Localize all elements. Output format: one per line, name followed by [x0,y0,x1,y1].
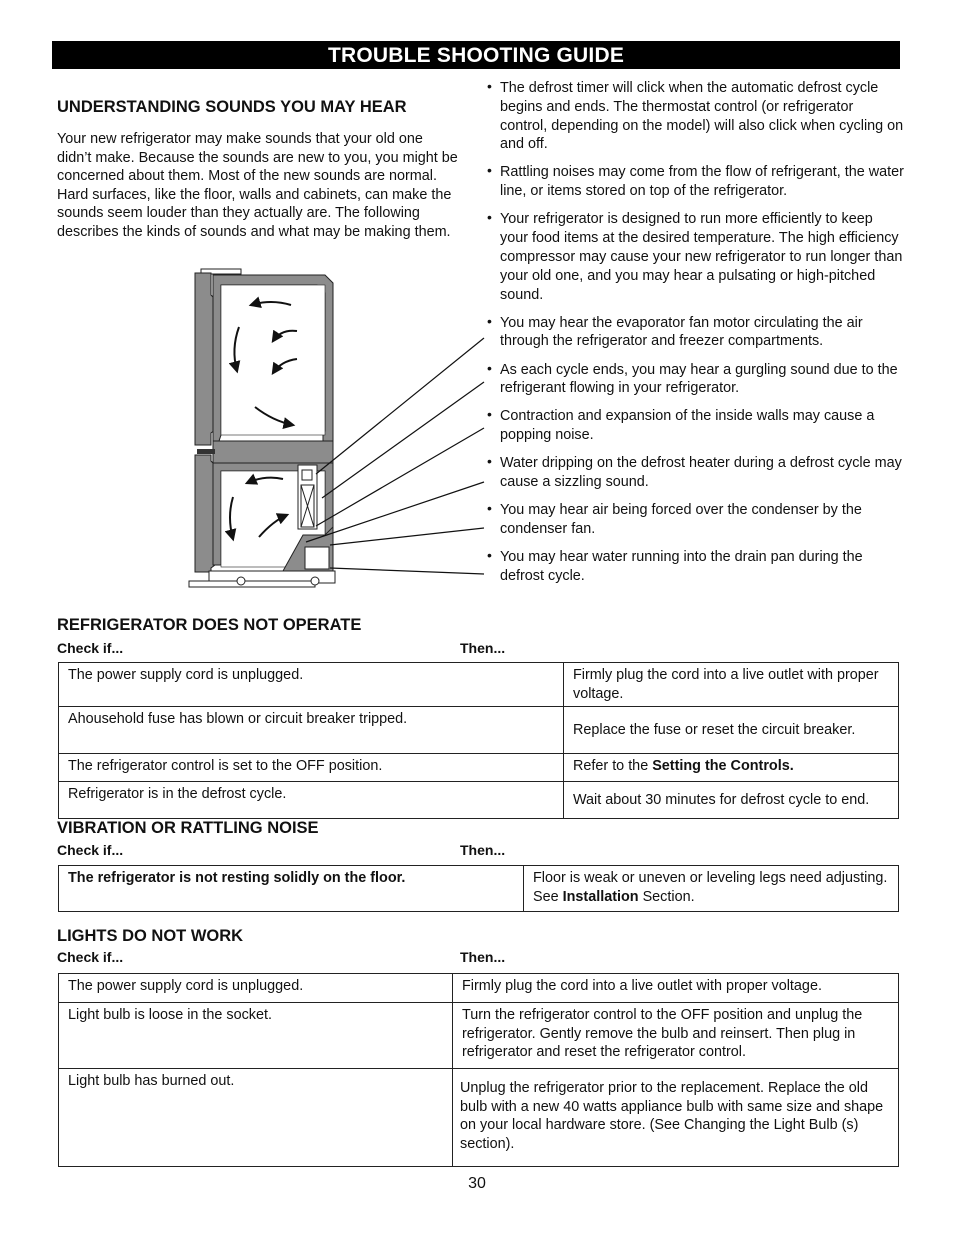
refrigerator-diagram [185,265,345,595]
check-cell: The refrigerator control is set to the OFF position. [59,754,564,782]
bullet-icon: • [487,162,492,179]
leader-line [330,528,484,545]
bullet-icon: • [487,78,492,94]
list-item: • Your refrigerator is designed to run more efficiently to keep your food items at the desired temperature. The high efficiency compressor may cause your new refrigerator to run longer than your old one, and you may hear a pulsating or high-pitched sound. [487,209,903,303]
list-item: • You may hear the evaporator fan motor circulating the air through the refrigerator and freezer compartments. [487,312,863,350]
check-cell: Light bulb is loose in the socket. [59,1003,453,1069]
leader-line [330,568,484,574]
vibration-table [58,865,899,912]
bullet-icon: • [487,209,492,226]
then-cell: Unplug the refrigerator prior to the replacement. Replace the old bulb with a new 40 watts appliance bulb with same size and shape on your local hardware store. (See Changing the Light Bulb (s) section). [453,1069,899,1167]
check-cell: The power supply cord is unplugged. [59,974,453,1003]
lights-heading: LIGHTS DO NOT WORK [57,927,244,945]
sounds-list [486,79,904,595]
list-item: • You may hear air being forced over the condenser by the condenser fan. [487,500,862,538]
not-operate-table [58,662,899,819]
then-cell: Turn the refrigerator control to the OFF position and unplug the refrigerator. Gently remove the bulb and reinsert. Then plug in refrigerator and reset the refrigerator control. [453,1003,899,1069]
base-plate [189,581,315,587]
check-cell: Refrigerator is in the defrost cycle. [59,782,564,819]
table-row [59,782,899,819]
then-cell: Firmly plug the cord into a live outlet with proper voltage. [453,974,899,1003]
list-item: • Rattling noises may come from the flow of refrigerant, the water line, or items stored on top of the refrigerator. [487,162,904,200]
table-row [59,663,899,707]
table-row [59,866,899,912]
check-cell: The refrigerator is not resting solidly on the floor. [59,866,524,912]
fan-motor [302,470,312,480]
table-row [59,974,899,1003]
check-cell: Light bulb has burned out. [59,1069,453,1167]
check-cell: The power supply cord is unplugged. [59,663,564,707]
sounds-heading: UNDERSTANDING SOUNDS YOU MAY HEAR [57,98,407,116]
bullet-icon: • [487,453,492,470]
upper-compartment [221,285,325,435]
table-row [59,707,899,754]
leader-line [322,382,484,498]
check-column-header: Check if... [57,949,124,965]
sounds-intro: Your new refrigerator may make sounds that your old one didn’t make. Because the sounds are new to you, you might be concerned about them. Most of the new sounds are normal. Hard surfaces, like the floor, walls and cabinets, can make the sounds seem louder than they actually are. The following describes the kinds of sounds and what may be making them. [57,131,458,240]
then-cell: Replace the fuse or reset the circuit breaker. [564,707,899,754]
bullet-icon: • [487,359,492,376]
then-column-header: Then... [460,640,506,656]
installation-reference: Installation [562,888,639,905]
not-operate-heading: REFRIGERATOR DOES NOT OPERATE [57,616,362,634]
upper-door [195,273,215,445]
then-column-header: Then... [460,949,506,965]
lower-door [195,455,215,572]
then-cell: Firmly plug the cord into a live outlet with proper voltage. [564,663,899,707]
list-item: • As each cycle ends, you may hear a gurgling sound due to the refrigerant flowing in your refrigerator. [487,359,898,397]
check-cell: Ahousehold fuse has blown or circuit breaker tripped. [59,707,564,754]
condenser [305,547,329,569]
bullet-icon: • [487,547,492,564]
then-cell: Refer to the Setting the Controls. [564,754,899,782]
table-row [59,754,899,782]
roller-wheel [237,577,245,585]
check-column-header: Check if... [57,842,124,858]
lights-table [58,973,899,1167]
table-row [59,1069,899,1167]
list-item: • You may hear water running into the drain pan during the defrost cycle. [487,547,863,584]
check-column-header: Check if... [57,640,124,656]
table-row [59,1003,899,1069]
setting-controls-reference: Setting the Controls. [652,758,794,774]
list-item: • Contraction and expansion of the inside walls may cause a popping noise. [487,406,875,444]
divider-handle [197,449,215,454]
page-title: TROUBLE SHOOTING GUIDE [52,41,900,69]
list-item: • The defrost timer will click when the automatic defrost cycle begins and ends. The thermostat control (or refrigerator control, depending on the model) will also click when cycling on and off. [487,78,904,153]
bullet-icon: • [487,312,492,329]
list-item: • Water dripping on the defrost heater during a defrost cycle may cause a sizzling sound. [487,453,902,491]
bullet-icon: • [487,500,492,517]
then-cell: Wait about 30 minutes for defrost cycle to end. [564,782,899,819]
then-column-header: Then... [460,842,506,858]
page-number: 30 [468,1175,486,1192]
then-cell: Floor is weak or uneven or leveling legs need adjusting. See Installation Section. [524,866,899,912]
vibration-heading: VIBRATION OR RATTLING NOISE [57,819,319,837]
roller-wheel [311,577,319,585]
divider-mullion [213,441,333,463]
bullet-icon: • [487,406,492,423]
